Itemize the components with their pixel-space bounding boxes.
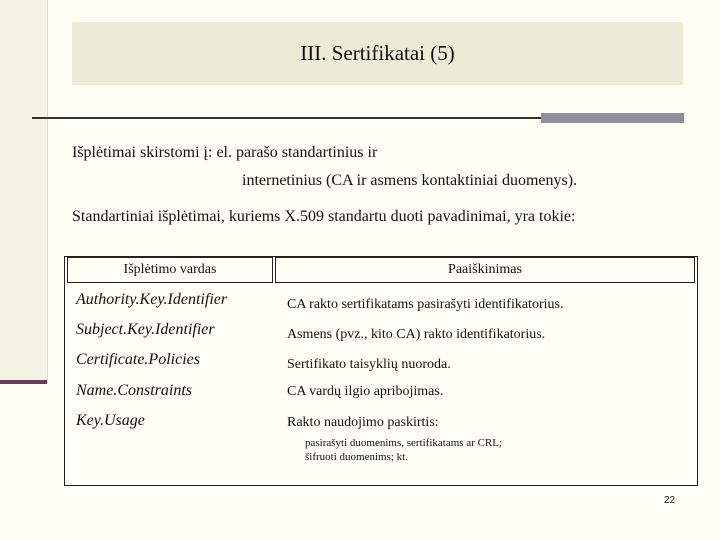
divider-accent-block <box>541 113 684 123</box>
row-description: Sertifikato taisyklių nuoroda. <box>287 357 451 372</box>
row-name: Subject.Key.Identifier <box>76 321 215 338</box>
row-description: CA rakto sertifikatams pasirašyti identifikatorius. <box>287 297 564 312</box>
row-name: Key.Usage <box>76 412 145 429</box>
intro-line-3: Standartiniai išplėtimai, kuriems X.509 standartu duoti pavadinimai, yra tokie: <box>72 208 576 225</box>
title-box <box>72 22 683 85</box>
row-name: Name.Constraints <box>76 382 193 399</box>
header-extension-name: Išplėtimo vardas <box>67 257 273 283</box>
intro-line-1: Išplėtimai skirstomi į: el. parašo standartinius ir <box>72 144 378 161</box>
row-description: Asmens (pvz., kito CA) rakto identifikatorius. <box>287 327 546 342</box>
key-usage-details <box>305 436 502 464</box>
slide-title: III. Sertifikatai (5) <box>300 41 455 65</box>
key-usage-item: šifruoti duomenims; kt. <box>305 451 408 463</box>
row-description: Rakto naudojimo paskirtis: <box>287 415 439 430</box>
left-decor-accent <box>0 380 47 384</box>
row-name: Authority.Key.Identifier <box>76 291 228 308</box>
row-description: CA vardų ilgio apribojimas. <box>287 384 444 399</box>
header-explanation: Paaiškinimas <box>275 257 695 283</box>
title-divider <box>32 117 542 119</box>
extensions-table <box>64 256 698 486</box>
key-usage-item: pasirašyti duomenims, sertifikatams ar CRL; <box>305 437 503 449</box>
slide-number: 22 <box>664 495 676 506</box>
left-decor-bar <box>0 0 48 383</box>
intro-line-2: internetinius (CA ir asmens kontaktiniai duomenys). <box>242 172 578 189</box>
row-name: Certificate.Policies <box>76 351 200 368</box>
